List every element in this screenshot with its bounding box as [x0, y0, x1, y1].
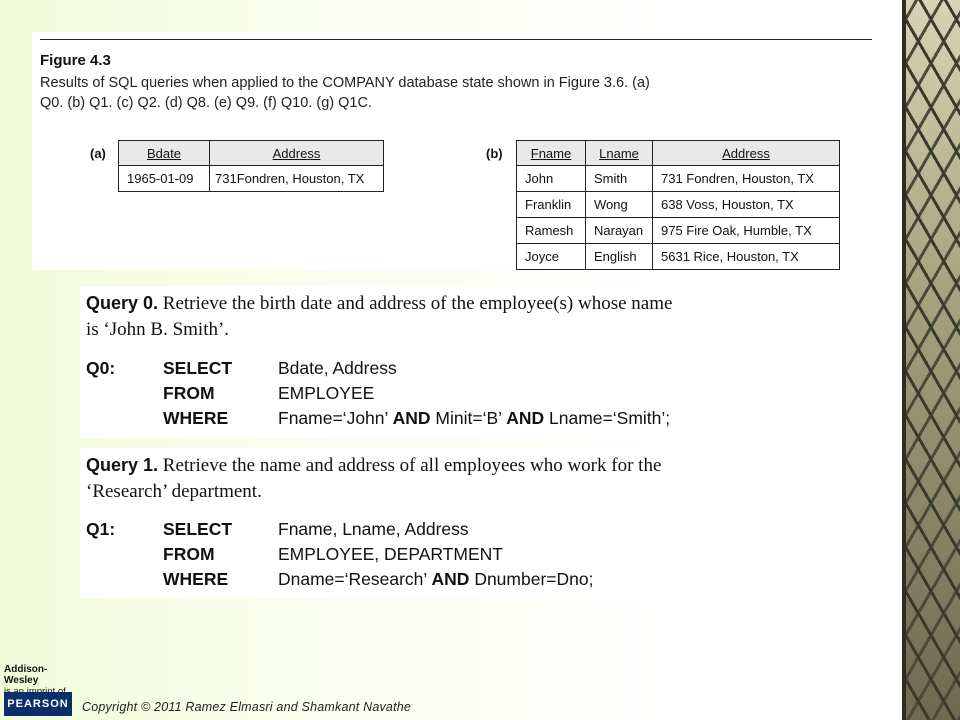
table-a-header-address: Address [210, 141, 384, 166]
table-a-header-bdate: Bdate [119, 141, 210, 166]
lattice-edge [902, 0, 906, 720]
figure-caption: Results of SQL queries when applied to the COMPANY database state shown in Figure 3.6. (a) Q0. (b) Q1. (c) Q2. (d) Q8. (e) Q9. (f) Q10. (g) Q1C. [40, 75, 650, 111]
figure-title: Figure 4.3 [40, 52, 111, 69]
query0-where-keyword: WHERE [163, 408, 229, 428]
query1-where-clause [278, 569, 593, 590]
where-part: Dname=‘Research’ [278, 569, 432, 589]
table-row [517, 192, 840, 218]
figure-rule [40, 39, 872, 40]
where-part: Minit=‘B’ [430, 408, 507, 428]
table-cell: 731 Fondren, Houston, TX [653, 166, 840, 192]
table-cell: 975 Fire Oak, Humble, TX [653, 218, 840, 244]
query1-panel [80, 448, 798, 598]
table-cell: 638 Voss, Houston, TX [653, 192, 840, 218]
table-cell: 1965-01-09 [119, 166, 210, 192]
table-a [118, 140, 384, 192]
query0-text-line2: is ‘John B. Smith’. [86, 319, 230, 340]
logo-publisher-name: Addison-Wesley [4, 664, 48, 686]
query0-id: Q0: [86, 358, 116, 378]
query0-panel [80, 286, 798, 438]
query1-text-line2: ‘Research’ department. [86, 481, 262, 502]
table-row [517, 166, 840, 192]
table-cell: Franklin [517, 192, 586, 218]
table-cell: English [586, 244, 653, 270]
table-a-label: (a) [90, 146, 106, 161]
query0-select-keyword: SELECT [163, 358, 233, 378]
where-part: Dnumber=Dno; [469, 569, 594, 589]
query0-from-list: EMPLOYEE [278, 383, 375, 403]
query1-from-keyword: FROM [163, 544, 215, 564]
query1-heading: Query 1. [86, 455, 159, 475]
query1-where-keyword: WHERE [163, 569, 229, 589]
table-cell: Narayan [586, 218, 653, 244]
query1-text-line1: Retrieve the name and address of all employees who work for the [162, 455, 662, 476]
table-b-header-lname: Lname [586, 141, 653, 166]
query0-from-keyword: FROM [163, 383, 215, 403]
table-cell: 731Fondren, Houston, TX [210, 166, 384, 192]
query1-from-list: EMPLOYEE, DEPARTMENT [278, 544, 503, 564]
query0-heading: Query 0. [86, 293, 159, 313]
and-keyword: AND [431, 569, 470, 589]
table-cell: Joyce [517, 244, 586, 270]
table-row [517, 218, 840, 244]
query1-description [86, 452, 786, 505]
copyright-text: Copyright © 2011 Ramez Elmasri and Shamkant Navathe [82, 700, 412, 714]
query0-text-line1: Retrieve the birth date and address of the employee(s) whose name [162, 293, 673, 314]
query1-select-list: Fname, Lname, Address [278, 519, 469, 539]
and-keyword: AND [392, 408, 431, 428]
table-b-label: (b) [486, 146, 503, 161]
decorative-lattice [902, 0, 960, 720]
query0-description [86, 290, 786, 343]
query0-where-clause [278, 408, 670, 429]
query1-select-keyword: SELECT [163, 519, 233, 539]
table-row [517, 244, 840, 270]
where-part: Fname=‘John’ [278, 408, 393, 428]
pearson-logo: PEARSON [4, 692, 72, 716]
table-b [516, 140, 840, 270]
table-cell: Smith [586, 166, 653, 192]
query0-select-list: Bdate, Address [278, 358, 397, 378]
where-part: Lname=‘Smith’; [544, 408, 671, 428]
table-cell: 5631 Rice, Houston, TX [653, 244, 840, 270]
table-b-header-fname: Fname [517, 141, 586, 166]
figure-panel [32, 32, 872, 270]
and-keyword: AND [506, 408, 545, 428]
query1-id: Q1: [86, 519, 116, 539]
table-cell: John [517, 166, 586, 192]
table-b-header-address: Address [653, 141, 840, 166]
table-row [119, 166, 384, 192]
table-cell: Ramesh [517, 218, 586, 244]
table-cell: Wong [586, 192, 653, 218]
